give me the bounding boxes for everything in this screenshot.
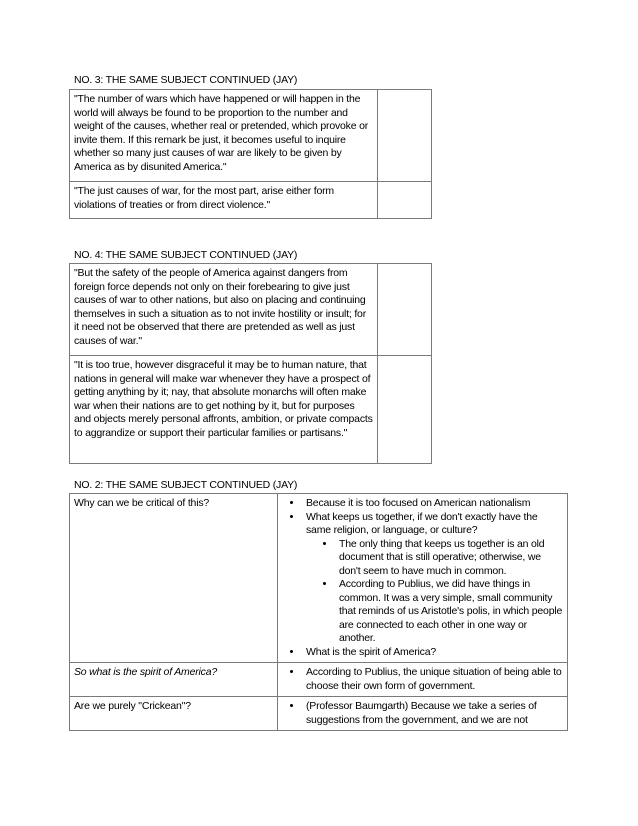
section-3-table bbox=[69, 89, 432, 219]
quote-cell: "It is too true, however disgraceful it may be to human nature, that nations in general will make war whenever they have a prospect of getting anything by it; nay, that absolute monarchs will often make war when their nations are to get nothing by it, but for purposes and objects merely personal affronts, ambition, or private compacts to aggrandize or support their particular families or partisans." bbox=[70, 356, 378, 464]
question-cell: Are we purely "Crickean"? bbox=[70, 697, 278, 731]
bullet-item: • According to Publius, the unique situation of being able to choose their own form of government. bbox=[303, 666, 563, 693]
quote-cell: "The number of wars which have happened or will happen in the world will always be found to be proportion to the number and weight of the causes, whether real or pretended, which provoke or invite them. If this remark be just, it becomes useful to inquire whether so many just causes of war are likely to be given by America as by disunited America." bbox=[70, 90, 378, 182]
quote-cell: "The just causes of war, for the most part, arise either form violations of treaties or from direct violence." bbox=[70, 182, 378, 219]
empty-notes-cell bbox=[378, 356, 432, 464]
section-3-title: NO. 3: THE SAME SUBJECT CONTINUED (JAY) bbox=[74, 74, 298, 86]
section-2-title: NO. 2: THE SAME SUBJECT CONTINUED (JAY) bbox=[74, 479, 298, 491]
table-row bbox=[70, 264, 432, 356]
empty-notes-cell bbox=[378, 90, 432, 182]
section-4-title: NO. 4: THE SAME SUBJECT CONTINUED (JAY) bbox=[74, 249, 298, 261]
table-row bbox=[70, 697, 568, 731]
bullet-item: • Because it is too focused on American nationalism bbox=[303, 497, 563, 511]
question-cell: So what is the spirit of America? bbox=[70, 663, 278, 697]
empty-notes-cell bbox=[378, 182, 432, 219]
notes-cell bbox=[278, 663, 568, 697]
section-4-table bbox=[69, 263, 432, 464]
bullet-item: • What keeps us together, if we don't exactly have the same religion, or language, or culture? • The only thing that keeps us together is an old document that is still operative; otherwise, we don't seem to have much in common. • According to Publius, we did have things in common. It was a very simple, small community that reminds of us Aristotle's polis, in which people are connected to each other in one way or another. bbox=[303, 511, 563, 646]
empty-notes-cell bbox=[378, 264, 432, 356]
table-row bbox=[70, 90, 432, 182]
sub-bullet-item: • According to Publius, we did have things in common. It was a very simple, small community that reminds of us Aristotle's polis, in which people are connected to each other in one way or another. bbox=[336, 578, 563, 646]
table-row bbox=[70, 494, 568, 663]
table-row bbox=[70, 356, 432, 464]
table-row bbox=[70, 663, 568, 697]
section-2-table bbox=[69, 493, 568, 731]
question-cell: Why can we be critical of this? bbox=[70, 494, 278, 663]
table-row bbox=[70, 182, 432, 219]
sub-bullet-item: • The only thing that keeps us together is an old document that is still operative; otherwise, we don't seem to have much in common. bbox=[336, 538, 563, 579]
quote-cell: "But the safety of the people of America against dangers from foreign force depends not only on their forebearing to give just causes of war to other nations, but also on placing and continuing themselves in such a situation as to not invite hostility or insult; for it need not be observed that there are pretended as well as just causes of war." bbox=[70, 264, 378, 356]
bullet-item: • What is the spirit of America? bbox=[303, 646, 563, 660]
notes-cell bbox=[278, 494, 568, 663]
notes-cell bbox=[278, 697, 568, 731]
bullet-item: • (Professor Baumgarth) Because we take a series of suggestions from the government, and we are not bbox=[303, 700, 563, 727]
